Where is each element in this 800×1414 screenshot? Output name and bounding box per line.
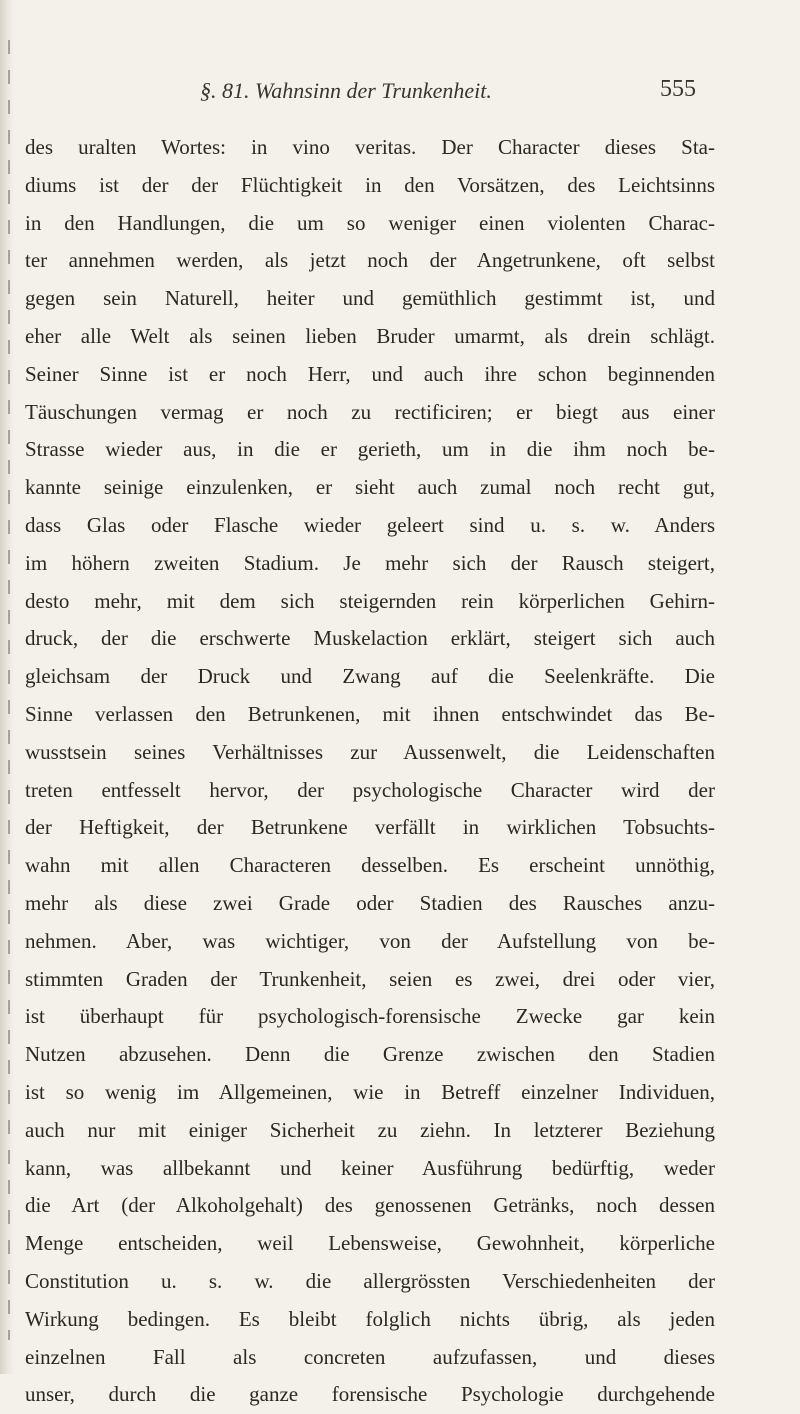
text-line: diums ist der der Flüchtigkeit in den Vorsätzen, des Leichtsinns (25, 172, 715, 197)
text-line: ter annehmen werden, als jetzt noch der Angetrunkene, oft selbst (25, 248, 715, 273)
text-line: die Art (der Alkoholgehalt) des genossenen Getränks, noch dessen (25, 1193, 715, 1218)
text-line: Wirkung bedingen. Es bleibt folglich nichts übrig, als jeden (25, 1306, 715, 1331)
text-line: einzelnen Fall als concreten aufzufassen, und dieses (25, 1344, 715, 1369)
text-line: Strasse wieder aus, in die er gerieth, um in die ihm noch be- (25, 437, 715, 462)
running-head: §. 81. Wahnsinn der Trunkenheit. (200, 78, 492, 103)
text-line: der Heftigkeit, der Betrunkene verfällt in wirklichen Tobsuchts- (25, 815, 715, 840)
text-line: dass Glas oder Flasche wieder geleert sind u. s. w. Anders (25, 512, 715, 537)
text-line: Constitution u. s. w. die allergrössten Verschiedenheiten der (25, 1268, 715, 1293)
text-line: treten entfesselt hervor, der psychologische Character wird der (25, 777, 715, 802)
book-binding-edge (0, 0, 14, 1374)
text-line: wahn mit allen Characteren desselben. Es erscheint unnöthig, (25, 853, 715, 878)
page-header (0, 70, 800, 110)
text-line: Sinne verlassen den Betrunkenen, mit ihnen entschwindet das Be- (25, 701, 715, 726)
text-line: stimmten Graden der Trunkenheit, seien es zwei, drei oder vier, (25, 966, 715, 991)
text-line: desto mehr, mit dem sich steigernden rein körperlichen Gehirn- (25, 588, 715, 613)
text-line: nehmen. Aber, was wichtiger, von der Aufstellung von be- (25, 928, 715, 953)
text-line: auch nur mit einiger Sicherheit zu ziehn. In letzterer Beziehung (25, 1117, 715, 1142)
body-text (25, 129, 715, 1414)
text-line: gegen sein Naturell, heiter und gemüthlich gestimmt ist, und (25, 286, 715, 311)
text-line: kannte seinige einzulenken, er sieht auch zumal noch recht gut, (25, 475, 715, 500)
text-line: druck, der die erschwerte Muskelaction erklärt, steigert sich auch (25, 626, 715, 651)
binding-shadow (8, 40, 10, 1340)
text-line: Täuschungen vermag er noch zu rectificiren; er biegt aus einer (25, 399, 715, 424)
text-line: unser, durch die ganze forensische Psychologie durchgehende (25, 1382, 715, 1407)
page-number: 555 (660, 76, 696, 102)
text-line: mehr als diese zwei Grade oder Stadien des Rausches anzu- (25, 890, 715, 915)
text-line: ist so wenig im Allgemeinen, wie in Betreff einzelner Individuen, (25, 1079, 715, 1104)
text-line: in den Handlungen, die um so weniger einen violenten Charac- (25, 210, 715, 235)
text-line: ist überhaupt für psychologisch-forensische Zwecke gar kein (25, 1004, 715, 1029)
text-line: Seiner Sinne ist er noch Herr, und auch ihre schon beginnenden (25, 361, 715, 386)
text-line: wusstsein seines Verhältnisses zur Aussenwelt, die Leidenschaften (25, 739, 715, 764)
text-line: eher alle Welt als seinen lieben Bruder umarmt, als drein schlägt. (25, 323, 715, 348)
text-line: Nutzen abzusehen. Denn die Grenze zwischen den Stadien (25, 1042, 715, 1067)
text-line: des uralten Wortes: in vino veritas. Der Character dieses Sta- (25, 135, 715, 159)
text-line: Menge entscheiden, weil Lebensweise, Gewohnheit, körperliche (25, 1231, 715, 1256)
text-line: im höhern zweiten Stadium. Je mehr sich der Rausch steigert, (25, 550, 715, 575)
text-line: gleichsam der Druck und Zwang auf die Seelenkräfte. Die (25, 664, 715, 689)
text-line: kann, was allbekannt und keiner Ausführung bedürftig, weder (25, 1155, 715, 1180)
